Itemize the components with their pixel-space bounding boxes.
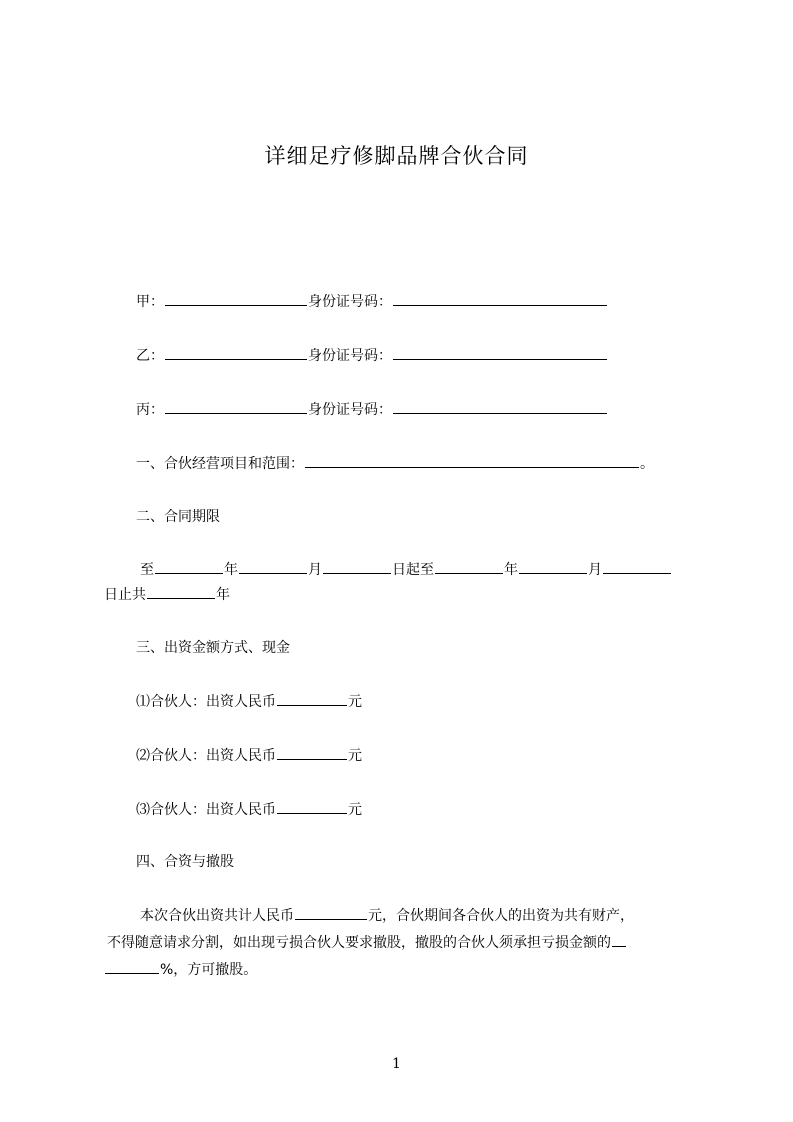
partner1-yuan: 元 — [348, 694, 362, 710]
s4-text4: %，方可撤股。 — [160, 962, 258, 978]
term-year-2: 年 — [504, 562, 518, 578]
party-a-line — [136, 291, 608, 312]
party-a-name-blank[interactable] — [165, 291, 307, 306]
term-year-1: 年 — [224, 562, 238, 578]
term-zhi: 至 — [140, 562, 154, 578]
party-b-label: 乙： — [136, 348, 164, 364]
term-start-month-blank[interactable] — [239, 559, 307, 574]
term-start-day-blank[interactable] — [323, 559, 391, 574]
section4-heading — [136, 852, 234, 872]
partner2-amount-blank[interactable] — [277, 745, 347, 760]
section4-line-2 — [107, 932, 627, 953]
party-c-line — [136, 399, 608, 420]
party-c-id-blank[interactable] — [393, 399, 607, 414]
section4-heading-text: 四、合资与撤股 — [136, 854, 234, 870]
partner2-label: ⑵合伙人：出资人民币 — [136, 748, 276, 764]
term-end-year-blank[interactable] — [435, 559, 503, 574]
section1-line — [136, 453, 654, 474]
section1-end: 。 — [640, 456, 654, 472]
business-scope-blank[interactable] — [305, 453, 639, 468]
term-end-day-blank[interactable] — [603, 559, 671, 574]
s4-text1: 本次合伙出资共计人民币 — [140, 908, 294, 924]
term-total-years-blank[interactable] — [147, 584, 215, 599]
section3-heading — [136, 638, 290, 658]
term-year-3: 年 — [216, 587, 230, 603]
term-line-2 — [104, 584, 230, 605]
section2-heading — [136, 507, 220, 527]
partner3-label: ⑶合伙人：出资人民币 — [136, 802, 276, 818]
party-c-id-label: 身份证号码： — [308, 402, 392, 418]
party-b-line — [136, 345, 608, 366]
party-b-id-label: 身份证号码： — [308, 348, 392, 364]
term-day-from: 日起至 — [392, 562, 434, 578]
page-number: 1 — [392, 1056, 401, 1072]
section3-heading-text: 三、出资金额方式、现金 — [136, 640, 290, 656]
party-b-id-blank[interactable] — [393, 345, 607, 360]
party-b-name-blank[interactable] — [165, 345, 307, 360]
party-a-id-label: 身份证号码： — [308, 294, 392, 310]
term-end-month-blank[interactable] — [519, 559, 587, 574]
term-line-1 — [140, 559, 672, 580]
party-a-label: 甲： — [136, 294, 164, 310]
section1-label: 一、合伙经营项目和范围： — [136, 456, 304, 472]
page-title: 详细足疗修脚品牌合伙合同 — [264, 144, 529, 168]
partner3-line — [136, 799, 362, 820]
partner1-line — [136, 691, 362, 712]
term-day-end: 日止共 — [104, 587, 146, 603]
section4-line-1 — [140, 905, 634, 926]
term-month-1: 月 — [308, 562, 322, 578]
section4-line-3 — [104, 959, 257, 980]
loss-percent-blank-a[interactable] — [612, 932, 626, 947]
partner1-label: ⑴合伙人：出资人民币 — [136, 694, 276, 710]
partner3-amount-blank[interactable] — [277, 799, 347, 814]
loss-percent-blank-b[interactable] — [105, 959, 159, 974]
term-start-year-blank[interactable] — [155, 559, 223, 574]
s4-text2: 元，合伙期间各合伙人的出资为共有财产， — [368, 908, 634, 924]
partner1-amount-blank[interactable] — [277, 691, 347, 706]
partner2-line — [136, 745, 362, 766]
party-c-name-blank[interactable] — [165, 399, 307, 414]
term-month-2: 月 — [588, 562, 602, 578]
party-a-id-blank[interactable] — [393, 291, 607, 306]
partner3-yuan: 元 — [348, 802, 362, 818]
party-c-label: 丙： — [136, 402, 164, 418]
s4-text3: 不得随意请求分割，如出现亏损合伙人要求撤股，撤股的合伙人须承担亏损金额的 — [107, 935, 611, 951]
total-capital-blank[interactable] — [295, 905, 367, 920]
section2-heading-text: 二、合同期限 — [136, 509, 220, 525]
partner2-yuan: 元 — [348, 748, 362, 764]
